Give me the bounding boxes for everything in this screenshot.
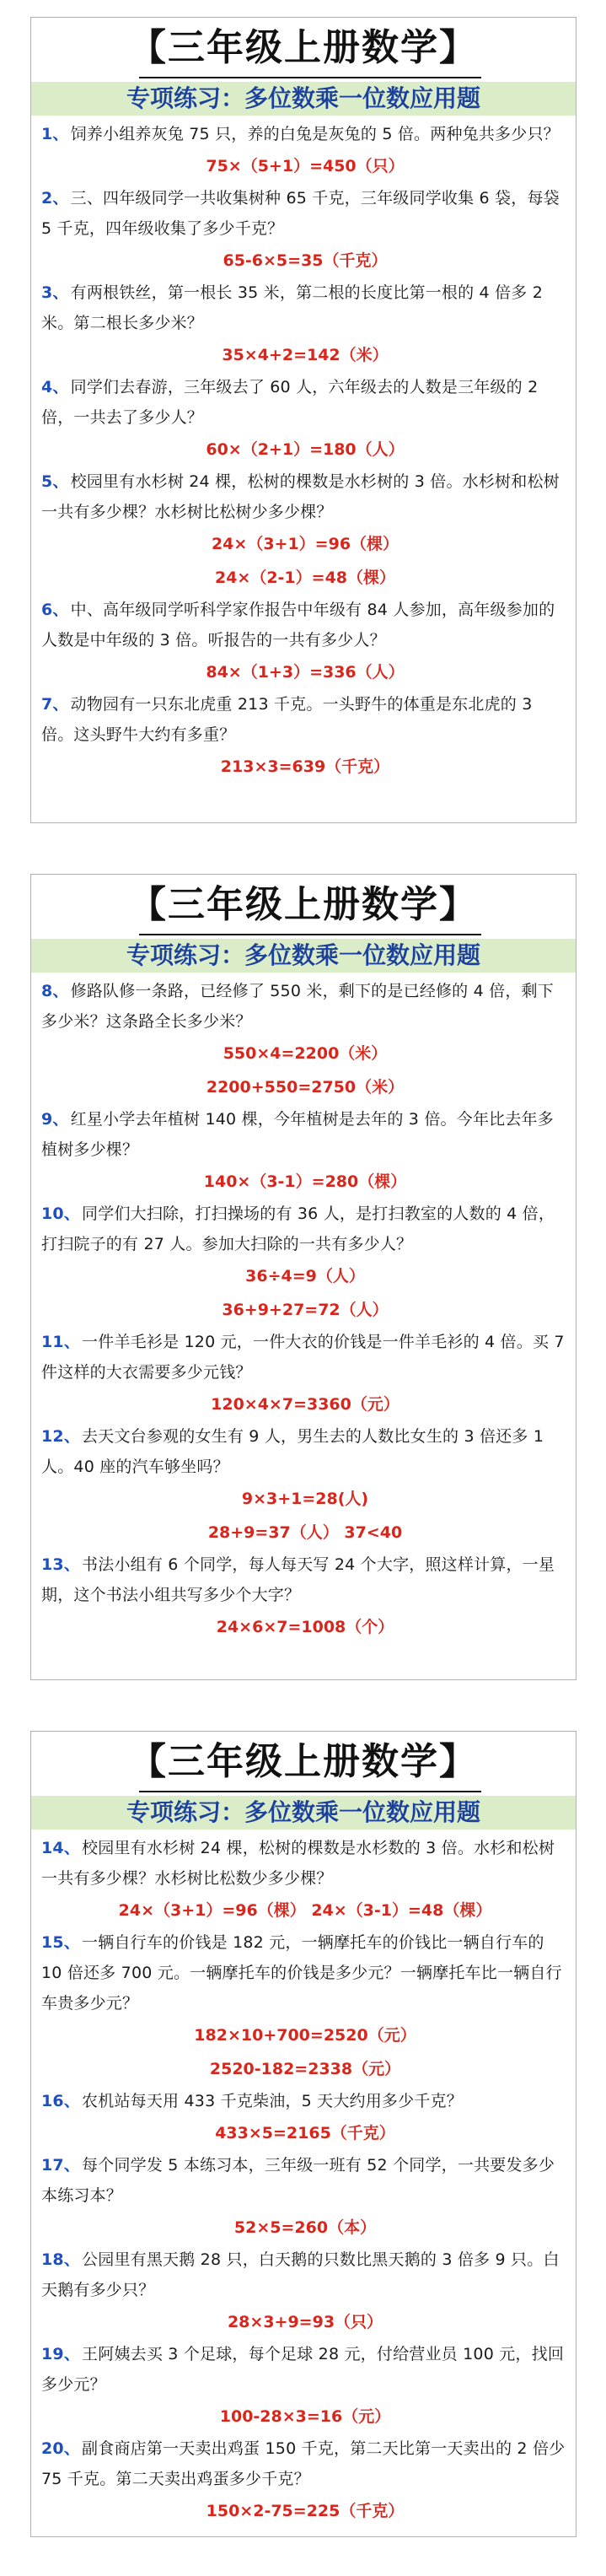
answer-line: 2200+550=2750（米） xyxy=(206,1078,405,1097)
page-subtitle: 专项练习：多位数乘一位数应用题 xyxy=(31,1796,576,1830)
problem-text: 去天文台参观的女生有 9 人，男生去的人数比女生的 3 倍还多 1 人。40 座的汽车够坐吗？ xyxy=(41,1427,544,1476)
answer-line: 35×4+2=142（米） xyxy=(222,346,389,364)
answer-line: 52×5=260（本） xyxy=(233,2218,377,2237)
problem-question xyxy=(41,1421,569,1482)
answer-line: 24×（3+1）=96（棵） 24×（3-1）=48（棵） xyxy=(118,1901,492,1920)
problem-number: 15、 xyxy=(41,1933,81,1952)
problem-number: 16、 xyxy=(41,2092,81,2110)
problem-item xyxy=(41,2245,569,2339)
answer-line: 24×（3+1）=96（棵） xyxy=(211,535,400,553)
problem-text: 同学们大扫除，打扫操场的有 36 人，是打扫教室的人数的 4 倍，打扫院子的有 27 人。参加大扫除的一共有多少人？ xyxy=(41,1204,555,1253)
problem-text: 动物园有一只东北虎重 213 千克。一头野牛的体重是东北虎的 3 倍。这头野牛大约有多重？ xyxy=(41,695,533,744)
problem-item xyxy=(41,2150,569,2245)
problem-question xyxy=(41,2086,569,2116)
problem-number: 13、 xyxy=(41,1555,81,1574)
problem-number: 12、 xyxy=(41,1427,81,1446)
answer-line: 24×（2-1）=48（棵） xyxy=(214,569,396,587)
problem-text: 一件羊毛衫是 120 元，一件大衣的价钱是一件羊毛衫的 4 倍。买 7 件这样的大衣需要多少元钱？ xyxy=(41,1333,565,1382)
problem-number: 18、 xyxy=(41,2250,81,2269)
problem-question xyxy=(41,372,569,433)
problem-item xyxy=(41,689,569,784)
answer-line: 36÷4=9（人） xyxy=(245,1267,365,1285)
title-underline xyxy=(139,934,481,935)
problem-text: 修路队修一条路，已经修了 550 米，剩下的是已经修的 4 倍，剩下多少米？这条路全长多少米？ xyxy=(41,982,554,1031)
problem-question xyxy=(41,1833,569,1894)
problem-text: 校园里有水杉树 24 棵，松树的棵数是水杉数的 3 倍。水杉和松树一共有多少棵？水杉树比松数少多少棵？ xyxy=(41,1839,555,1888)
title-underline xyxy=(139,77,481,78)
answer-line: 120×4×7=3360（元） xyxy=(211,1395,400,1414)
answer-line: 28+9=37（人） 37<40 xyxy=(207,1523,403,1542)
problem-question xyxy=(41,1549,569,1610)
problem-item xyxy=(41,183,569,278)
problem-number: 10、 xyxy=(41,1204,81,1223)
problem-number: 17、 xyxy=(41,2156,81,2175)
problem-text: 校园里有水杉树 24 棵，松树的棵数是水杉树的 3 倍。水杉树和松树一共有多少棵？水杉树比松树少多少棵？ xyxy=(41,472,560,521)
answer-line: 213×3=639（千克） xyxy=(220,757,390,776)
problem-text: 红星小学去年植树 140 棵，今年植树是去年的 3 倍。今年比去年多植树多少棵？ xyxy=(41,1110,554,1159)
problem-text: 书法小组有 6 个同学，每人每天写 24 个大字，照这样计算，一星期，这个书法小组共写多少个大字？ xyxy=(41,1555,555,1604)
answer-line: 433×5=2165（千克） xyxy=(215,2124,395,2142)
problem-question xyxy=(41,278,569,338)
problem-item xyxy=(41,2433,569,2528)
problem-list xyxy=(31,1833,576,2528)
answer-line: 100-28×3=16（元） xyxy=(219,2407,391,2426)
problem-question xyxy=(41,119,569,149)
problem-text: 每个同学发 5 本练习本，三年级一班有 52 个同学，一共要发多少本练习本？ xyxy=(41,2156,555,2205)
problem-text: 同学们去春游，三年级去了 60 人，六年级去的人数是三年级的 2 倍，一共去了多少人？ xyxy=(41,378,539,427)
problem-question xyxy=(41,1927,569,2018)
page-subtitle: 专项练习：多位数乘一位数应用题 xyxy=(31,82,576,116)
problem-question xyxy=(41,2339,569,2400)
problem-text: 饲养小组养灰兔 75 只，养的白兔是灰兔的 5 倍。两种兔共多少只？ xyxy=(70,125,560,143)
answer-line: 140×（3-1）=280（棵） xyxy=(203,1172,407,1191)
problem-question xyxy=(41,689,569,750)
page-title: 【三年级上册数学】 xyxy=(129,1740,478,1783)
problem-number: 6、 xyxy=(41,601,69,619)
problem-question xyxy=(41,2433,569,2494)
page-subtitle: 专项练习：多位数乘一位数应用题 xyxy=(31,939,576,973)
answer-line: 9×3+1=28(人) xyxy=(241,1490,369,1508)
problem-question xyxy=(41,1327,569,1388)
answer-line: 84×（1+3）=336（人） xyxy=(206,663,405,682)
problem-question xyxy=(41,1104,569,1165)
problem-question xyxy=(41,595,569,655)
problem-item xyxy=(41,466,569,595)
answer-line: 75×（5+1）=450（只） xyxy=(206,157,405,175)
problem-list xyxy=(31,976,576,1644)
problem-number: 14、 xyxy=(41,1839,81,1857)
problem-text: 三、四年级同学一共收集树种 65 千克，三年级同学收集 6 袋，每袋 5 千克，四年级收集了多少千克？ xyxy=(41,189,560,238)
answer-line: 24×6×7=1008（个） xyxy=(216,1618,394,1636)
problem-item xyxy=(41,1199,569,1327)
problem-item xyxy=(41,595,569,689)
problem-number: 9、 xyxy=(41,1110,69,1129)
problem-text: 公园里有黑天鹅 28 只，白天鹅的只数比黑天鹅的 3 倍多 9 只。白天鹅有多少只？ xyxy=(41,2250,560,2299)
page-title: 【三年级上册数学】 xyxy=(129,883,478,926)
problem-question xyxy=(41,976,569,1037)
problem-question xyxy=(41,183,569,244)
problem-number: 19、 xyxy=(41,2345,81,2363)
answer-line: 60×（2+1）=180（人） xyxy=(206,440,405,459)
problem-item xyxy=(41,976,569,1104)
problem-item xyxy=(41,1549,569,1644)
answer-line: 182×10+700=2520（元） xyxy=(194,2026,416,2045)
problem-text: 一辆自行车的价钱是 182 元，一辆摩托车的价钱比一辆自行车的 10 倍还多 700 元。一辆摩托车的价钱是多少元？一辆摩托车比一辆自行车贵多少元？ xyxy=(41,1933,562,2013)
answer-line: 150×2-75=225（千克） xyxy=(206,2502,405,2520)
problem-number: 8、 xyxy=(41,982,69,1000)
problem-item xyxy=(41,1927,569,2086)
answer-line: 65-6×5=35（千克） xyxy=(223,251,388,270)
problem-item xyxy=(41,372,569,466)
worksheet-page-3 xyxy=(30,1731,577,2537)
problem-item xyxy=(41,2086,569,2150)
problem-number: 4、 xyxy=(41,378,69,396)
worksheet-page-1 xyxy=(30,17,577,823)
problem-number: 5、 xyxy=(41,472,69,491)
worksheet-page-2 xyxy=(30,874,577,1680)
answer-line: 36+9+27=72（人） xyxy=(222,1301,389,1319)
problem-number: 7、 xyxy=(41,695,69,714)
problem-item xyxy=(41,1327,569,1421)
problem-item xyxy=(41,1421,569,1549)
problem-question xyxy=(41,1199,569,1259)
problem-item xyxy=(41,278,569,372)
problem-number: 11、 xyxy=(41,1333,81,1351)
answer-line: 550×4=2200（米） xyxy=(223,1044,388,1063)
answer-line: 28×3+9=93（只） xyxy=(227,2313,383,2331)
problem-number: 1、 xyxy=(41,125,69,143)
problem-list xyxy=(31,119,576,784)
title-underline xyxy=(139,1791,481,1792)
problem-text: 有两根铁丝，第一根长 35 米，第二根的长度比第一根的 4 倍多 2 米。第二根长多少米？ xyxy=(41,283,543,332)
problem-item xyxy=(41,1833,569,1927)
problem-question xyxy=(41,466,569,527)
problem-text: 王阿姨去买 3 个足球，每个足球 28 元，付给营业员 100 元，找回多少元？ xyxy=(41,2345,565,2394)
problem-number: 3、 xyxy=(41,283,69,302)
problem-text: 副食商店第一天卖出鸡蛋 150 千克，第二天比第一天卖出的 2 倍少 75 千克。第二天卖出鸡蛋多少千克？ xyxy=(41,2439,566,2488)
problem-question xyxy=(41,2245,569,2305)
answer-line: 2520-182=2338（元） xyxy=(209,2060,401,2078)
problem-item xyxy=(41,119,569,183)
problem-item xyxy=(41,2339,569,2433)
problem-text: 中、高年级同学听科学家作报告中年级有 84 人参加，高年级参加的人数是中年级的 3 倍。听报告的一共有多少人？ xyxy=(41,601,555,649)
page-title: 【三年级上册数学】 xyxy=(129,26,478,69)
problem-item xyxy=(41,1104,569,1199)
problem-number: 2、 xyxy=(41,189,69,207)
problem-number: 20、 xyxy=(41,2439,81,2458)
problem-question xyxy=(41,2150,569,2211)
problem-text: 农机站每天用 433 千克柴油，5 天大约用多少千克？ xyxy=(82,2092,463,2110)
